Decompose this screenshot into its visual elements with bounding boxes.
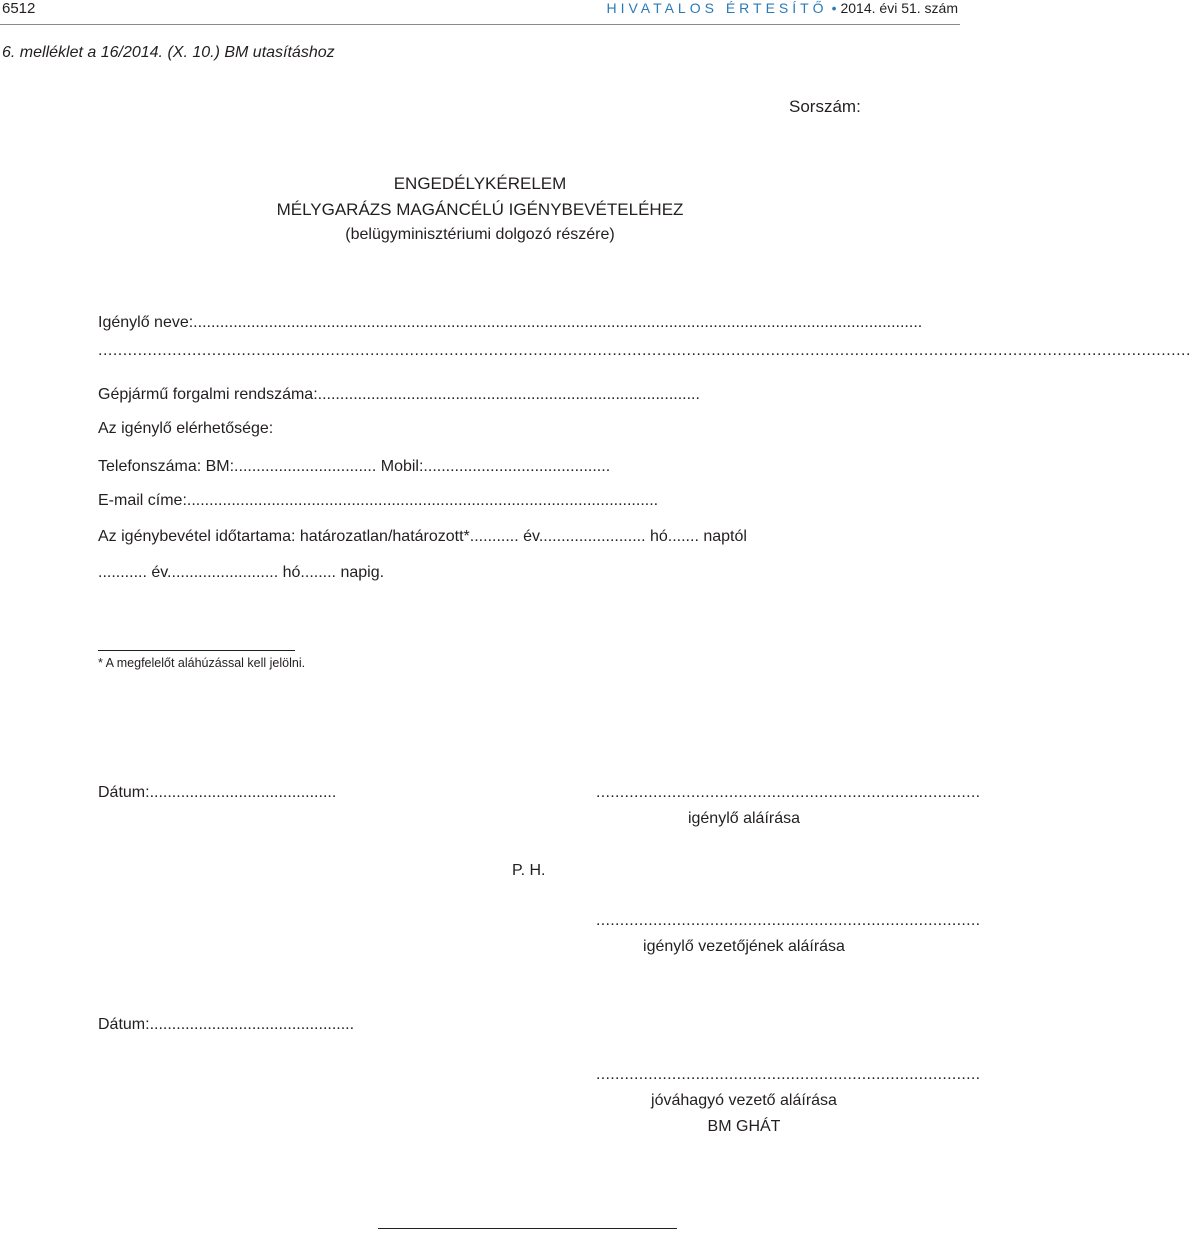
- publication-name: HIVATALOS ÉRTESÍTŐ: [606, 0, 828, 16]
- form-audience: (belügyminisztériumi dolgozó részére): [345, 226, 615, 243]
- publication-header: [606, 0, 958, 16]
- approver-organization: BM GHÁT: [707, 1118, 781, 1135]
- applicant-signature-caption: igénylő aláírása: [687, 810, 801, 827]
- email-field[interactable]: E-mail címe:..........................................................................................................: [98, 492, 659, 509]
- form-title: ENGEDÉLYKÉRELEM: [393, 174, 567, 193]
- contact-heading: Az igénylő elérhetősége:: [98, 420, 274, 437]
- page-end-rule: [378, 1228, 677, 1229]
- stamp-placeholder: P. H.: [512, 862, 546, 879]
- issue-label: 2014. évi 51. szám: [840, 0, 958, 16]
- page-number: 6512: [2, 0, 36, 17]
- footnote: * A megfelelőt aláhúzással kell jelölni.: [98, 656, 306, 670]
- approver-signature-caption: jóváhagyó vezető aláírása: [651, 1092, 837, 1109]
- plate-number-field[interactable]: Gépjármű forgalmi rendszáma:......................................................................................: [98, 386, 700, 403]
- approver-signature-line[interactable]: .................................................................................: [596, 1066, 981, 1083]
- header-divider: [0, 24, 960, 25]
- applicant-signature-line[interactable]: .................................................................................: [596, 784, 981, 801]
- header-separator: •: [831, 0, 837, 16]
- applicant-name-continuation[interactable]: .............................................................................................................................................................................................................................: [98, 342, 1191, 359]
- applicant-name-field[interactable]: Igénylő neve:....................................................................................................................................................................: [98, 314, 923, 331]
- form-subtitle: MÉLYGARÁZS MAGÁNCÉLÚ IGÉNYBEVÉTELÉHEZ: [276, 200, 684, 219]
- date-field-1[interactable]: Dátum:..........................................: [98, 784, 337, 801]
- annex-reference: 6. melléklet a 16/2014. (X. 10.) BM utasításhoz: [2, 44, 335, 61]
- duration-end-field[interactable]: ........... év......................... hó........ napig.: [98, 564, 385, 581]
- manager-signature-line[interactable]: .................................................................................: [596, 912, 981, 929]
- date-field-2[interactable]: Dátum:..............................................: [98, 1016, 355, 1033]
- manager-signature-caption: igénylő vezetőjének aláírása: [643, 938, 845, 955]
- duration-field[interactable]: Az igénybevétel időtartama: határozatlan/határozott*........... év........................ hó....... naptól: [98, 528, 747, 545]
- serial-number-label: Sorszám:: [789, 97, 861, 116]
- footnote-divider: [98, 650, 295, 651]
- phone-field[interactable]: Telefonszáma: BM:................................ Mobil:..........................................: [98, 458, 611, 475]
